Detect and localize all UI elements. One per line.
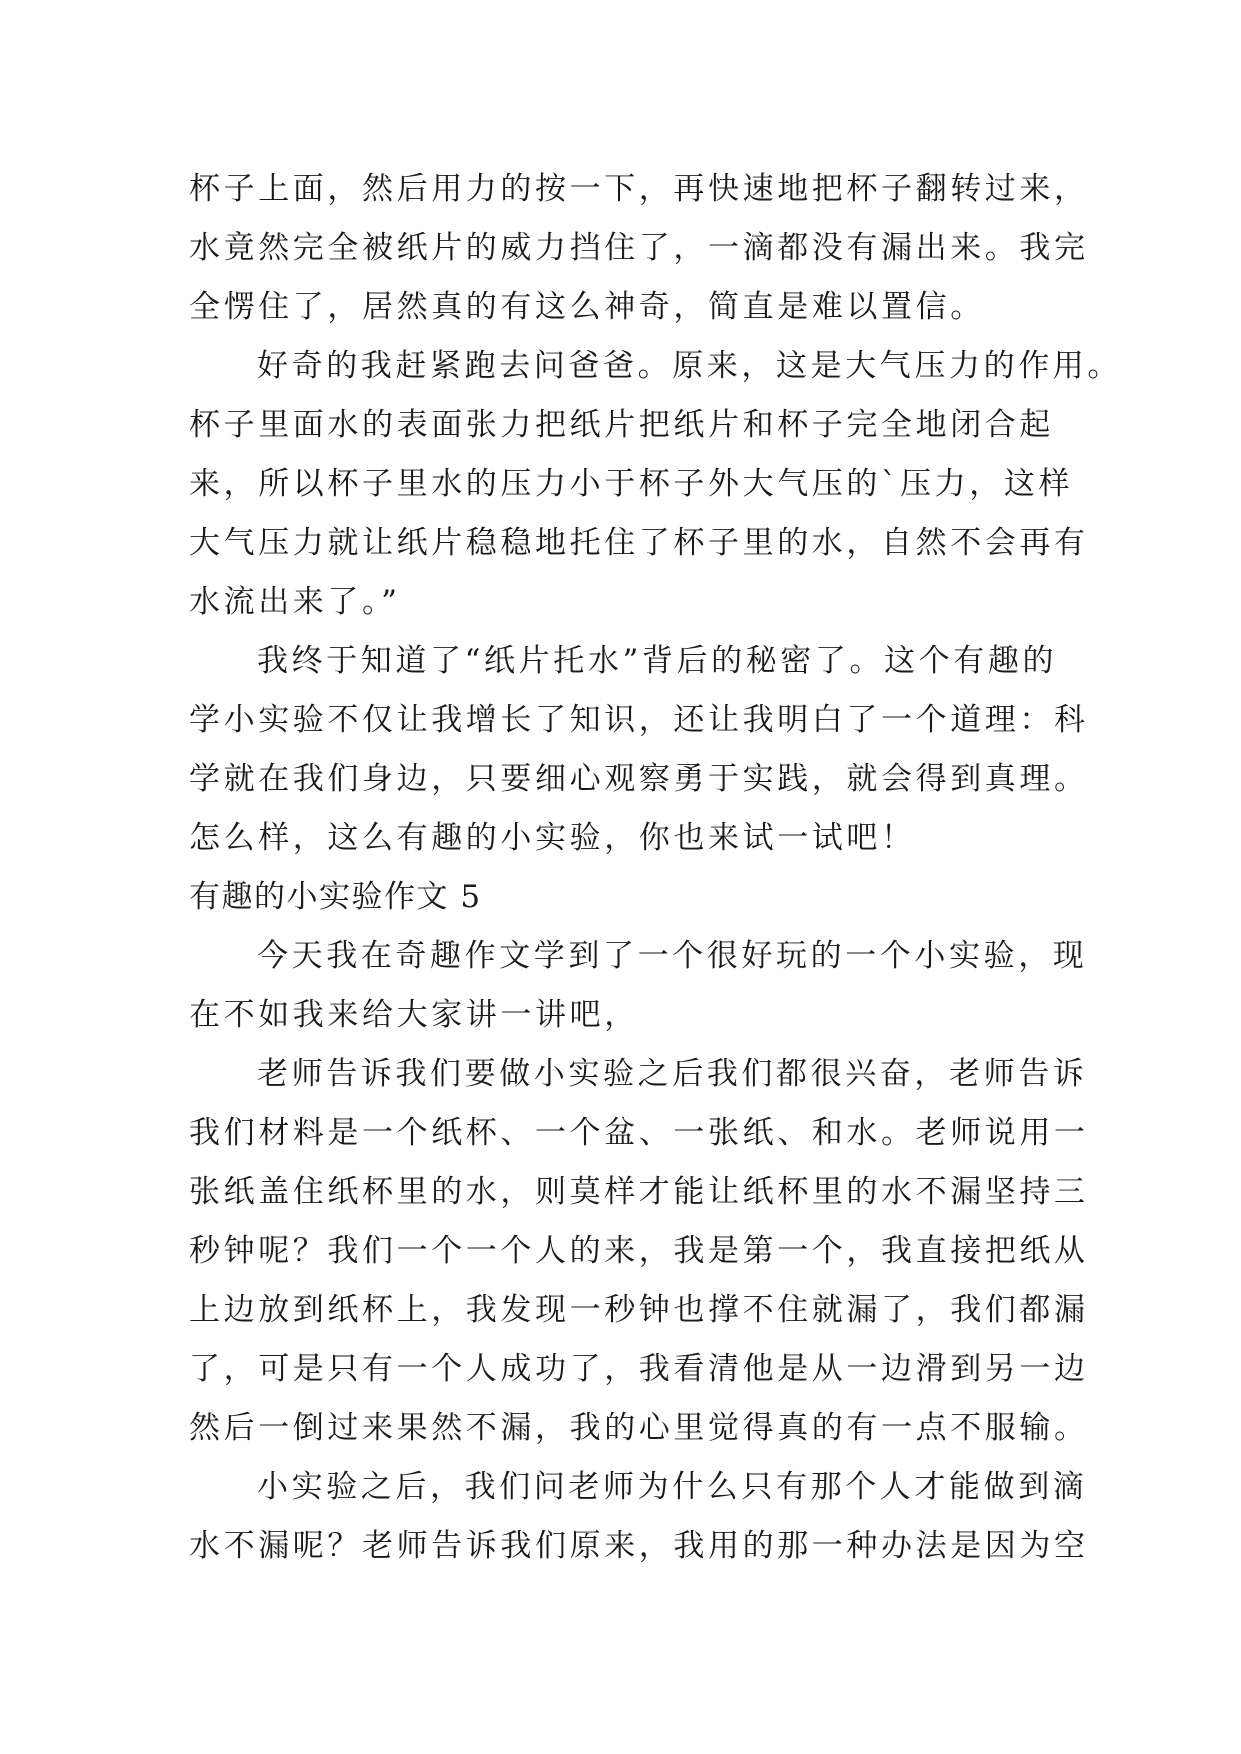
paragraph-first-line: 小实验之后，我们问老师为什么只有那个人才能做到滴 bbox=[257, 1469, 1088, 1505]
text-line: 在不如我来给大家讲一讲吧， bbox=[189, 997, 639, 1033]
text-line: 来，所以杯子里水的压力小于杯子外大气压的`压力，这样 bbox=[189, 466, 1074, 502]
paragraph-first-line: 老师告诉我们要做小实验之后我们都很兴奋，老师告诉 bbox=[257, 1056, 1088, 1092]
text-line: 学就在我们身边，只要细心观察勇于实践，就会得到真理。 bbox=[189, 761, 1089, 797]
text-line: 水竟然完全被纸片的威力挡住了，一滴都没有漏出来。我完 bbox=[189, 230, 1089, 266]
text-line: 杯子上面，然后用力的按一下，再快速地把杯子翻转过来， bbox=[189, 171, 1089, 207]
text-line: 我们材料是一个纸杯、一个盆、一张纸、和水。老师说用一 bbox=[189, 1115, 1089, 1151]
text-line: 水不漏呢？老师告诉我们原来，我用的那一种办法是因为空 bbox=[189, 1528, 1089, 1564]
text-line: 全愣住了，居然真的有这么神奇，简直是难以置信。 bbox=[189, 289, 985, 325]
text-line: 怎么样，这么有趣的小实验，你也来试一试吧！ bbox=[189, 820, 916, 856]
section-heading: 有趣的小实验作文 5 bbox=[189, 879, 482, 915]
text-line: 了，可是只有一个人成功了，我看清他是从一边滑到另一边 bbox=[189, 1351, 1089, 1387]
text-line: 水流出来了。” bbox=[189, 584, 401, 620]
paragraph-first-line: 今天我在奇趣作文学到了一个很好玩的一个小实验，现 bbox=[257, 938, 1088, 974]
text-line: 张纸盖住纸杯里的水，则莫样才能让纸杯里的水不漏坚持三 bbox=[189, 1174, 1089, 1210]
text-line: 大气压力就让纸片稳稳地托住了杯子里的水，自然不会再有 bbox=[189, 525, 1089, 561]
text-line: 学小实验不仅让我增长了知识，还让我明白了一个道理：科 bbox=[189, 702, 1089, 738]
text-line: 秒钟呢？我们一个一个人的来，我是第一个，我直接把纸从 bbox=[189, 1233, 1089, 1269]
document-body bbox=[189, 160, 1122, 1576]
text-line: 上边放到纸杯上，我发现一秒钟也撑不住就漏了，我们都漏 bbox=[189, 1292, 1089, 1328]
paragraph-first-line: 好奇的我赶紧跑去问爸爸。原来，这是大气压力的作用。 bbox=[257, 348, 1122, 384]
text-line: 杯子里面水的表面张力把纸片把纸片和杯子完全地闭合起 bbox=[189, 407, 1054, 443]
text-line: 然后一倒过来果然不漏，我的心里觉得真的有一点不服输。 bbox=[189, 1410, 1089, 1446]
paragraph-first-line: 我终于知道了“纸片托水”背后的秘密了。这个有趣的 bbox=[257, 643, 1058, 679]
